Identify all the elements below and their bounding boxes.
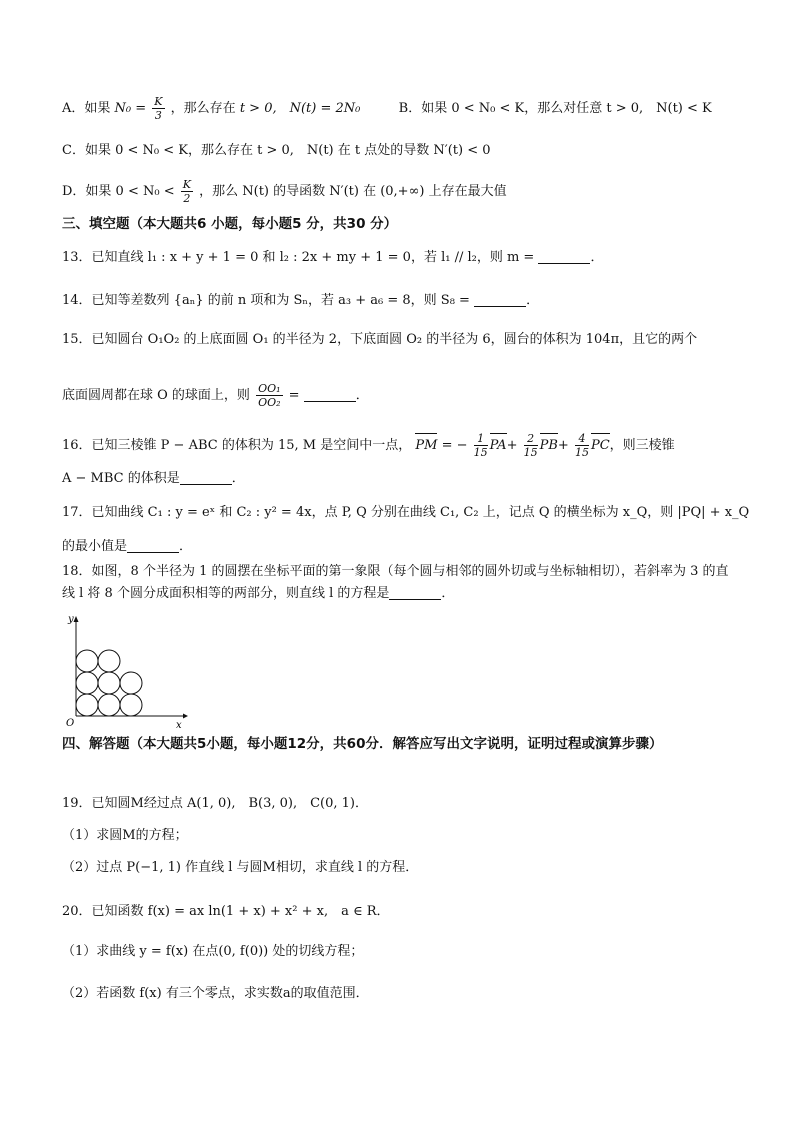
q16-line1: 16．已知三棱锥 P − ABC 的体积为 15, M 是空间中一点， PM = − $\frac{1}{15}$ PA+ $\frac{2}{15}$ PB+ $\frac{4}{15}$ PC，则三棱锥 xyxy=(62,432,675,459)
q13 xyxy=(62,248,734,268)
q15-text: 15．已知圆台 O₁O₂ 的上底面圆 O₁ 的半径为 2，下底面圆 O₂ 的半径为 6，圆台的体积为 104π，且它的两个 xyxy=(62,332,698,347)
answer-blank[interactable] xyxy=(389,587,441,600)
q18-text: 18．如图，8 个半径为 1 的圆摆在坐标平面的第一象限（每个圆与相邻的圆外切或与坐标轴相切），若斜率为 3 的直线 l 将 8 个圆分成面积相等的两部分，则直线 l 的方程是 xyxy=(62,564,729,601)
y-axis-arrow-icon xyxy=(74,616,79,622)
origin-label: O xyxy=(66,718,75,729)
q16-line2 xyxy=(62,469,734,489)
q15-text-2: 底面圆周都在球 O 的球面上，则 xyxy=(62,388,250,403)
equals-sign: = − xyxy=(437,438,472,453)
circle xyxy=(120,694,142,716)
answer-blank[interactable] xyxy=(538,251,590,264)
option-a-condition: t > 0, N(t) = 2N₀ xyxy=(239,101,361,116)
period: ． xyxy=(355,388,369,403)
fraction-oo1-over-oo2 xyxy=(256,382,282,409)
q17-line2 xyxy=(62,537,734,557)
q19-stem: 19．已知圆M经过点 A(1, 0), B(3, 0), C(0, 1)． xyxy=(62,796,368,811)
answer-blank[interactable] xyxy=(180,472,232,485)
answer-blank[interactable] xyxy=(474,294,526,307)
frac-num: K xyxy=(154,95,163,108)
period: ． xyxy=(526,293,540,308)
circle xyxy=(76,672,98,694)
section-3-title: 三、填空题（本大题共6 小题，每小题5 分，共30 分） xyxy=(62,216,398,232)
q20-part1: （1）求曲线 y = f(x) 在点(0, f(0)) 处的切线方程； xyxy=(62,944,364,959)
option-d-prefix: D．如果 0 < N₀ < xyxy=(62,184,175,199)
frac-den: OO₂ xyxy=(258,396,281,409)
q14-text: 14．已知等差数列 {aₙ} 的前 n 项和为 Sₙ，若 a₃ + a₆ = 8，则 S₈ = xyxy=(62,293,470,308)
q15-line1 xyxy=(62,330,734,350)
q13-text: 13．已知直线 l₁ : x + y + 1 = 0 和 l₂ : 2x + my + 1 = 0，若 l₁ // l₂，则 m = xyxy=(62,250,535,265)
frac-den: 2 xyxy=(183,192,191,205)
vector-pb: PB xyxy=(540,436,558,456)
answer-blank[interactable] xyxy=(304,389,356,402)
q19-part2: （2）过点 P(−1, 1) 作直线 l 与圆M相切，求直线 l 的方程． xyxy=(62,860,419,875)
q14 xyxy=(62,291,734,311)
option-d-suffix: ，那么 N(t) 的导函数 N′(t) 在 (0,+∞) 上存在最大值 xyxy=(199,184,507,199)
frac-num: OO₁ xyxy=(258,382,281,395)
circles-figure xyxy=(58,614,188,729)
period: ． xyxy=(441,586,455,601)
frac-num: 1 xyxy=(474,432,488,446)
vector-pc: PC xyxy=(591,436,610,456)
coef-3 xyxy=(575,432,589,459)
option-a-mid: ，那么存在 xyxy=(170,101,236,116)
circle xyxy=(98,672,120,694)
q20-stem: 20．已知函数 f(x) = ax ln(1 + x) + x² + x, a ∈ R． xyxy=(62,904,390,919)
q12-option-c xyxy=(62,141,734,161)
x-axis-label: x xyxy=(176,720,182,729)
frac-num: 2 xyxy=(524,432,538,446)
q12-option-a xyxy=(62,95,734,122)
coef-2 xyxy=(524,432,538,459)
y-axis-label: y xyxy=(68,614,74,625)
circle xyxy=(98,650,120,672)
option-a-math: N₀ = xyxy=(114,101,147,116)
vector-pm: PM xyxy=(415,436,437,456)
frac-den: 15 xyxy=(574,446,589,459)
q20-part2: （2）若函数 f(x) 有三个零点，求实数a的取值范围． xyxy=(62,986,369,1001)
q12-option-d xyxy=(62,178,734,205)
answer-blank[interactable] xyxy=(127,540,179,553)
frac-den: 3 xyxy=(154,109,162,122)
x-axis-arrow-icon xyxy=(183,714,188,719)
fraction-k-over-2 xyxy=(181,178,193,205)
circle xyxy=(98,694,120,716)
frac-num: 4 xyxy=(575,432,589,446)
frac-den: 15 xyxy=(523,446,538,459)
q17-text-2: 的最小值是 xyxy=(62,539,128,554)
coef-1 xyxy=(474,432,488,459)
frac-num: K xyxy=(182,178,191,191)
circle xyxy=(76,650,98,672)
q15-line2: 底面圆周都在球 O 的球面上，则 $\frac{\text{OO₁}}{\text{OO₂}}$ = ． xyxy=(62,382,369,409)
circle xyxy=(76,694,98,716)
frac-den: 15 xyxy=(473,446,488,459)
period: ． xyxy=(179,539,193,554)
q19-part1: （1）求圆M的方程； xyxy=(62,828,188,843)
q16-text-2: A − MBC 的体积是 xyxy=(62,471,180,486)
period: ． xyxy=(590,250,604,265)
q17-text: 17．已知曲线 C₁ : y = eˣ 和 C₂ : y² = 4x，点 P, Q 分别在曲线 C₁, C₂ 上，记点 Q 的横坐标为 x_Q，则 |PQ| + x_Q xyxy=(62,505,750,520)
q16-text: 16．已知三棱锥 P − ABC 的体积为 15, M 是空间中一点， xyxy=(62,438,412,453)
circle xyxy=(120,672,142,694)
option-c-text: C．如果 0 < N₀ < K，那么存在 t > 0, N(t) 在 t 点处的导数 N′(t) < 0 xyxy=(62,143,491,158)
period: ． xyxy=(231,471,245,486)
q17-line1 xyxy=(62,503,750,523)
section-4-title: 四、解答题（本大题共5小题，每小题12分，共60分．解答应写出文字说明，证明过程或演算步骤） xyxy=(62,736,663,752)
q18 xyxy=(62,561,734,605)
vector-pa: PA xyxy=(490,436,507,456)
option-a-prefix: A．如果 xyxy=(62,101,111,116)
q16-suffix: ，则三棱锥 xyxy=(609,438,675,453)
fraction-k-over-3 xyxy=(152,95,164,122)
q12-option-b: B．如果 0 < N₀ < K，那么对任意 t > 0, N(t) < K xyxy=(398,101,712,116)
